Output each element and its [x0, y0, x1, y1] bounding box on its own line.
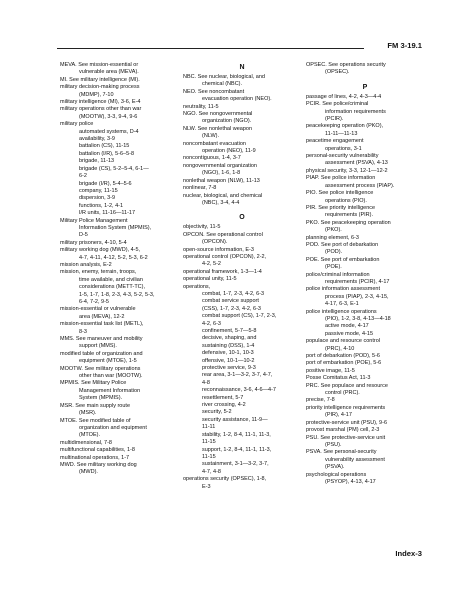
index-entry-line: active mode, 4-17 [325, 323, 369, 330]
index-entry-term: MTOE. See modified table of [60, 417, 131, 424]
index-entry-line: E-3 [202, 483, 211, 490]
index-entry-line: evacuation operation (NEO). [202, 96, 272, 103]
index-entry-line: sustainment, 3-1—3-2, 3-7, [202, 461, 269, 468]
index-entry-term: operational control (OPCON), 2-2, [183, 253, 267, 260]
index-entry-line: company, 11-15 [79, 187, 118, 194]
index-entry-term: peacekeeping operation (PKO), [306, 123, 384, 130]
index-entry [60, 447, 178, 454]
index-entry-term: planning element, 6-3 [306, 234, 359, 241]
index-entry-line: passive mode, 4-15 [325, 330, 373, 337]
index-entry-term: multifunctional capabilities, 1-8 [60, 447, 135, 454]
index-entry-term: psychological operations [306, 471, 367, 478]
index-entry-term: PIAP. See police information [306, 175, 376, 182]
index-entry [60, 99, 178, 106]
index-entry-term: military working dog (MWD), 4-5, [60, 247, 141, 254]
index-entry-term: operations, [183, 283, 211, 290]
index-entry-line: other than war (MOOTW). [79, 373, 143, 380]
index-entry [306, 272, 424, 287]
index-entry-term: military decision-making process [60, 84, 140, 91]
section-gap [183, 207, 301, 212]
index-entry-line: (PIR), 4-17 [325, 412, 352, 419]
index-entry-line: operations, 3-1 [325, 145, 362, 152]
section-gap [306, 77, 424, 82]
index-entry [306, 190, 424, 205]
index-entry-term: mission, enemy, terrain, troops, [60, 269, 137, 276]
index-entry [60, 306, 178, 321]
index-entry-term: OPCON. See operational control [183, 231, 263, 238]
index-entry [183, 163, 301, 178]
index-entry [306, 397, 424, 404]
index-entry-term: multinational operations, 1-7 [60, 454, 130, 461]
index-entry-line: considerations (METT-TC), [79, 284, 146, 291]
index-entry-line: resettlement, 5-7 [202, 394, 244, 401]
index-entry-line: (MOOTW), 3-3, 9-4, 9-6 [79, 113, 138, 120]
index-entry-line: battalion (I/R), 5-6–5-8 [79, 150, 135, 157]
index-entry-line: 6-2 [79, 173, 87, 180]
index-entry-line: information requirements [325, 108, 386, 115]
index-entry [183, 141, 301, 156]
index-entry-term: positive image, 11-5 [306, 367, 355, 374]
index-entry-line: D-5 [79, 232, 88, 239]
index-entry-line: requirements (PIR). [325, 212, 373, 219]
index-entry-line: (POD). [325, 249, 343, 256]
index-entry-line: (OPSEC). [325, 69, 350, 76]
index-entry-line: time available, and civilian [79, 276, 143, 283]
index-entry-line: (PSU). [325, 441, 342, 448]
index-entry-line: organization and equipment [79, 424, 147, 431]
index-entry [183, 185, 301, 192]
index-entry-term: Military Police Management [60, 217, 128, 224]
index-entry [306, 101, 424, 123]
index-entry [60, 262, 178, 269]
index-entry-term: port of debarkation (POD), 5-6 [306, 353, 380, 360]
index-entry-term: modified table of organization and [60, 350, 143, 357]
index-entry [183, 247, 301, 254]
index-entry-term: neutrality, 11-5 [183, 103, 219, 110]
index-entry-line: support (MMS). [79, 343, 117, 350]
index-entry [306, 353, 424, 360]
index-entry [306, 427, 424, 434]
index-entry-term: MSR. See main supply route [60, 402, 131, 409]
index-entry-term: port of embarkation (POE), 5-6 [306, 360, 382, 367]
index-entry-line: 4-7, 4-8 [202, 468, 221, 475]
index-entry-term: PIR. See priority intelligence [306, 204, 376, 211]
index-entry-line: security, 5-2 [202, 409, 232, 416]
index-entry-line: control (PRC). [325, 390, 360, 397]
index-entry-line: Management Information [79, 387, 141, 394]
index-column-1 [60, 62, 178, 477]
index-entry [60, 351, 178, 366]
manual-number: FM 3-19.1 [387, 41, 422, 50]
index-entry-line: sustaining (DSS), 1-4 [202, 342, 255, 349]
index-entry-line: vulnerability assessment [325, 456, 385, 463]
index-entry-term: physical security, 3-3, 12-1—12-2 [306, 167, 388, 174]
index-entry-term: noncontiguous, 1-4, 3-7 [183, 155, 241, 162]
index-entry-term: protective-service unit (PSU), 9-6 [306, 419, 387, 426]
index-entry-line: brigade, 11-13 [79, 158, 115, 165]
index-entry-term: MI. See military intelligence (MI). [60, 76, 140, 83]
index-entry-line: assessment process (PIAP). [325, 182, 395, 189]
index-entry-line: 4-17, 6-3, E-1 [325, 301, 359, 308]
index-entry-line: 1-5, 1-7, 1-8, 2-3, 4-3, 5-2, 5-3, [79, 291, 155, 298]
index-entry [183, 155, 301, 162]
index-entry-line: (PSYOP), 4-13, 4-17 [325, 478, 376, 485]
index-entry-line: dispersion, 3-9 [79, 195, 116, 202]
index-entry [60, 84, 178, 99]
index-entry-term: NGO. See nongovernmental [183, 111, 253, 118]
index-entry-line: (NGO), 1-6, 1-8 [202, 170, 241, 177]
index-entry-line: (MDMP), 7-10 [79, 91, 114, 98]
index-entry-line: 4-2, 5-2 [202, 261, 221, 268]
index-entry-term: passage of lines, 4-2, 4-3—4-4 [306, 93, 382, 100]
index-entry-term: POE. See port of embarkation [306, 256, 380, 263]
index-entry-term: nuclear, biological, and chemical [183, 192, 263, 199]
index-entry-line: (PSVA). [325, 464, 345, 471]
index-entry-term: MMS. See maneuver and mobility [60, 336, 143, 343]
index-entry-term: NEO. See noncombatant [183, 88, 245, 95]
index-entry-term: operational framework, 1-3—1-4 [183, 268, 262, 275]
index-entry-line: 11-11 [202, 424, 216, 431]
index-entry-term: NBC. See nuclear, biological, and [183, 74, 265, 80]
index-entry-line: reconnaissance, 3-6, 4-6—4-7 [202, 387, 276, 394]
index-entry-term: PKO. See peacekeeping operation [306, 219, 391, 226]
index-entry-term: priority intelligence requirements [306, 404, 386, 411]
index-entry-line: (MSR). [79, 410, 97, 417]
index-entry-line: (NLW). [202, 133, 220, 140]
index-entry-line: (PCIR). [325, 116, 344, 123]
index-entry-term: PCIR. See police/criminal [306, 101, 369, 108]
index-entry-term: police information assessment [306, 286, 380, 293]
header-rule [57, 48, 364, 49]
index-entry-term: military prisoners, 4-10, 5-4 [60, 239, 127, 246]
index-entry-line: brigade (CS), 5-2–5-4, 6-1— [79, 165, 149, 172]
index-entry [306, 360, 424, 367]
index-entry [60, 455, 178, 462]
index-entry-line: 4-2, 6-3 [202, 320, 221, 327]
index-entry-term: provost marshal (PM) cell, 2-3 [306, 427, 380, 434]
index-entry-term: NLW. See nonlethal weapon [183, 125, 252, 132]
index-entry [306, 435, 424, 450]
index-entry [306, 153, 424, 168]
index-entry-line: offensive, 10-1—10-2 [202, 357, 255, 364]
index-letter-heading: O [239, 214, 245, 222]
index-entry-line: organization (NGO). [202, 118, 252, 125]
index-entry-line: (POE). [325, 264, 342, 271]
index-entry [60, 380, 178, 402]
index-entry [183, 284, 301, 477]
index-entry-line: 4-8 [202, 379, 210, 386]
index-entry-line: requirements (PCIR), 4-17 [325, 278, 390, 285]
index-entry [306, 420, 424, 427]
index-entry [60, 321, 178, 336]
index-entry [183, 224, 301, 231]
index-entry-line: security assistance, 11-9— [202, 416, 268, 423]
index-entry-line: (MWD). [79, 469, 98, 476]
index-entry-line: support, 1-2, 8-4, 11-1, 11-3, [202, 446, 272, 453]
index-entry-line: equipment (MTOE), 1-5 [79, 358, 137, 365]
index-entry-line: defensive, 10-1, 10-3 [202, 350, 254, 357]
index-entry-line: river crossing, 4-2 [202, 402, 246, 409]
index-entry-term: PRC. See populace and resource [306, 382, 388, 389]
index-entry [306, 449, 424, 471]
index-entry-term: noncombatant evacuation [183, 140, 246, 147]
index-column-2 [183, 62, 301, 491]
index-entry-line: combat support (CS), 1-7, 2-3, [202, 313, 277, 320]
index-entry [306, 94, 424, 101]
index-entry-term: police/criminal information [306, 271, 370, 278]
index-entry [60, 336, 178, 351]
index-entry-line: (PKO). [325, 227, 342, 234]
index-entry-line: decisive, shaping, and [202, 335, 257, 342]
index-entry [183, 126, 301, 141]
index-entry [183, 269, 301, 276]
index-entry [183, 178, 301, 185]
index-entry [183, 89, 301, 104]
index-entry-line: 8-3 [79, 328, 87, 335]
index-entry-line: rear area, 3-1—3-2, 3-7, 4-7, [202, 372, 273, 379]
index-entry [306, 375, 424, 382]
index-entry-line: (CSS), 1-7, 2-3, 4-2, 6-3 [202, 305, 261, 312]
index-entry-line: (OPCON). [202, 239, 228, 246]
index-entry [306, 383, 424, 398]
index-entry-line: operations (PIO). [325, 197, 367, 204]
index-entry-line: (PRC), 4-10 [325, 345, 355, 352]
index-entry-line: vulnerable area (MEVA). [79, 69, 139, 76]
index-entry-term: populace and resource control [306, 338, 380, 345]
index-entry-line: operation (NEO), 11-9 [202, 148, 256, 155]
index-entry-term: PIO. See police intelligence [306, 190, 374, 197]
index-entry-term: nongovernmental organization [183, 162, 257, 169]
index-entry [306, 205, 424, 220]
index-entry [183, 254, 301, 269]
page-header [57, 41, 422, 51]
index-entry-term: POD. See port of debarkation [306, 241, 379, 248]
index-entry-line: combat service support [202, 298, 259, 305]
index-entry [183, 104, 301, 111]
index-entry-line: stability, 1-2, 8-4, 11-1, 11-3, [202, 431, 271, 438]
index-entry-term: peacetime engagement [306, 138, 364, 145]
index-entry-term: open-source information, E-3 [183, 246, 254, 253]
index-entry-line: 4-7, 4-11, 4-12, 5-2, 5-3, 6-2 [79, 254, 148, 261]
index-entry [60, 247, 178, 262]
index-entry-term: MEVA. See mission-essential or [60, 62, 139, 68]
index-entry-term: operations security (OPSEC), 1-8, [183, 476, 267, 483]
index-entry [60, 440, 178, 447]
index-entry [306, 220, 424, 235]
index-entry [60, 269, 178, 306]
index-entry-term: personal-security vulnerability [306, 153, 379, 160]
index-entry-term: MPMIS. See Military Police [60, 380, 127, 387]
index-entry-term: PSVA. See personal-security [306, 449, 377, 456]
index-entry [60, 62, 178, 77]
index-entry-line: confinement, 5-7—5-8 [202, 328, 257, 334]
index-entry-line: availability, 3-9 [79, 136, 115, 143]
index-entry-term: military operations other than war [60, 106, 142, 113]
index-entry-term: police intelligence operations [306, 308, 377, 315]
index-entry-term: nonlinear, 7-8 [183, 185, 217, 192]
index-entry [306, 368, 424, 375]
index-entry-term: Posse Comitatus Act, 11-3 [306, 375, 371, 382]
index-entry [306, 242, 424, 257]
index-entry-term: multidimensional, 7-8 [60, 439, 112, 446]
index-entry-line: 11-15 [202, 439, 216, 446]
index-entry-line: 6-4, 7-2, 9-5 [79, 299, 109, 305]
index-entry-line: (MTOE). [79, 432, 100, 439]
index-entry [60, 77, 178, 84]
index-letter-heading: N [239, 64, 245, 71]
index-entry-line: brigade (I/R), 5-4–5-6 [79, 180, 132, 187]
index-entry [306, 405, 424, 420]
index-entry-line: chemical (NBC). [202, 81, 243, 88]
index-entry [306, 123, 424, 138]
index-entry [60, 462, 178, 477]
index-entry [60, 121, 178, 217]
index-entry [183, 232, 301, 247]
index-entry-line: (NBC), 3-4, 4-4 [202, 199, 240, 206]
index-entry [306, 175, 424, 190]
index-column-3 [306, 62, 424, 486]
index-entry-term: operational unity, 11-5 [183, 276, 237, 283]
index-entry [60, 418, 178, 440]
index-entry [306, 235, 424, 242]
index-entry [60, 240, 178, 247]
index-entry-term: precise, 7-8 [306, 397, 335, 404]
index-entry [306, 138, 424, 153]
index-entry [306, 257, 424, 272]
index-entry-line: 11-15 [202, 453, 216, 460]
index-entry-term: MOOTW. See military operations [60, 365, 141, 372]
index-entry [306, 338, 424, 353]
index-entry [60, 218, 178, 240]
index-entry [183, 276, 301, 283]
index-entry [60, 366, 178, 381]
index-entry [183, 193, 301, 208]
index-entry [306, 309, 424, 339]
index-entry [60, 106, 178, 121]
index-entry-term: mission-essential or vulnerable [60, 306, 136, 313]
index-entry-line: automated systems, D-4 [79, 128, 139, 135]
index-entry-term: objectivity, 11-5 [183, 224, 221, 231]
index-entry [306, 286, 424, 308]
index-letter-heading: P [362, 83, 368, 91]
index-entry-term: OPSEC. See operations security [306, 62, 386, 68]
index-entry-line: Information System (MPMIS), [79, 224, 152, 231]
page-number: Index-3 [395, 549, 422, 558]
index-entry-line: assessment (PSVA), 4-13 [325, 160, 388, 167]
index-entry-term: mission-essential task list (METL), [60, 321, 144, 328]
index-entry [183, 111, 301, 126]
index-entry [306, 168, 424, 175]
index-entry-line: I/R units, 11-16—11-17 [79, 210, 136, 217]
index-entry-line: functions, 1-2, 4-1 [79, 202, 124, 209]
index-entry [183, 74, 301, 89]
index-entry-line: (PIO), 1-2, 3-8, 4-13—4-18 [325, 316, 391, 322]
index-entry [306, 62, 424, 77]
index-entry-term: military intelligence (MI), 3-6, E-4 [60, 99, 141, 106]
index-entry-line: 11-11—11-13 [325, 130, 358, 137]
index-entry-line: System (MPMIS). [79, 395, 123, 402]
index-entry [183, 476, 301, 491]
index-entry-term: PSU. See protective-service unit [306, 434, 386, 441]
index-entry-term: nonlethal weapon (NLW), 11-13 [183, 177, 260, 184]
index-entry-line: process (PIAP), 2-3, 4-15, [325, 293, 389, 300]
index-entry-term: military police [60, 121, 94, 128]
index-entry-line: combat, 1-7, 2-3, 4-2, 6-3 [202, 290, 265, 297]
index-entry-term: mission analysis, E-2 [60, 261, 112, 268]
index-entry [60, 403, 178, 418]
index-entry [306, 472, 424, 487]
index-entry-term: MWD. See military working dog [60, 461, 137, 468]
index-entry-line: battalion (CS), 11-15 [79, 143, 130, 150]
index-entry-line: area (MEVA), 12-2 [79, 313, 125, 320]
index-entry-line: protective service, 9-3 [202, 365, 256, 372]
